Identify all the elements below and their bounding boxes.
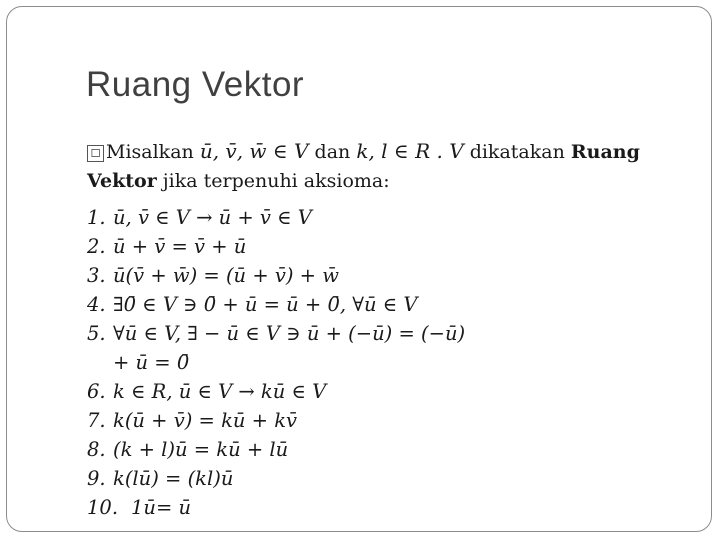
axiom-number: 8. — [87, 438, 106, 461]
axiom-expression: k ∈ R, ū ∈ V → kū ∈ V — [113, 380, 327, 403]
axiom-item — [87, 464, 473, 493]
axiom-list — [87, 203, 473, 522]
axiom-expression: ū, v̄ ∈ V → ū + v̄ ∈ V — [113, 206, 312, 229]
intro-text-3: dikatakan — [463, 141, 571, 163]
slide-frame — [6, 6, 712, 532]
axiom-item — [87, 203, 473, 232]
axiom-number: 6. — [87, 380, 106, 403]
axiom-number: 1. — [87, 206, 106, 229]
axiom-number: 7. — [87, 409, 106, 432]
axiom-item — [87, 377, 473, 406]
axiom-expression: 1ū= ū — [131, 496, 192, 519]
axiom-expression: (k + l)ū = kū + lū — [113, 438, 289, 461]
axiom-expression: k(ū + v̄) = kū + kv̄ — [113, 409, 298, 432]
axiom-number: 2. — [87, 235, 106, 258]
intro-paragraph — [87, 137, 647, 196]
axiom-expression: k(lū) = (kl)ū — [113, 467, 234, 490]
intro-text-4: jika terpenuhi aksioma: — [156, 170, 390, 192]
intro-math-vectors: ū, v̄, w̄ ∈ V — [199, 139, 309, 163]
axiom-number: 5. — [87, 322, 106, 345]
axiom-number: 9. — [87, 467, 106, 490]
intro-text-2: dan — [308, 141, 357, 163]
intro-bold-ruang: Ruang — [570, 141, 640, 163]
axiom-item — [87, 493, 473, 522]
intro-text-1: Misalkan — [106, 141, 200, 163]
axiom-item — [87, 290, 473, 319]
axiom-item — [87, 261, 473, 290]
axiom-item — [87, 319, 473, 377]
axiom-number: 3. — [87, 264, 106, 287]
axiom-expression: ū(v̄ + w̄) = (ū + v̄) + w̄ — [113, 264, 339, 287]
bullet-icon: ☐ — [87, 145, 104, 162]
axiom-number: 4. — [87, 293, 106, 316]
axiom-item — [87, 232, 473, 261]
intro-math-scalars: k, l ∈ R . V — [356, 139, 464, 163]
slide-title: Ruang Vektor — [86, 65, 305, 104]
intro-bold-vektor: Vektor — [87, 170, 157, 192]
axiom-expression: ∃0̄ ∈ V ∋ 0̄ + ū = ū + 0̄, ∀ū ∈ V — [113, 293, 418, 316]
axiom-item — [87, 435, 473, 464]
axiom-item — [87, 406, 473, 435]
axiom-number: 10. — [87, 496, 119, 519]
axiom-expression: ∀ū ∈ V, ∃ − ū ∈ V ∋ ū + (−ū) = (−ū) + ū = 0̄ — [113, 322, 466, 374]
axiom-expression: ū + v̄ = v̄ + ū — [113, 235, 247, 258]
